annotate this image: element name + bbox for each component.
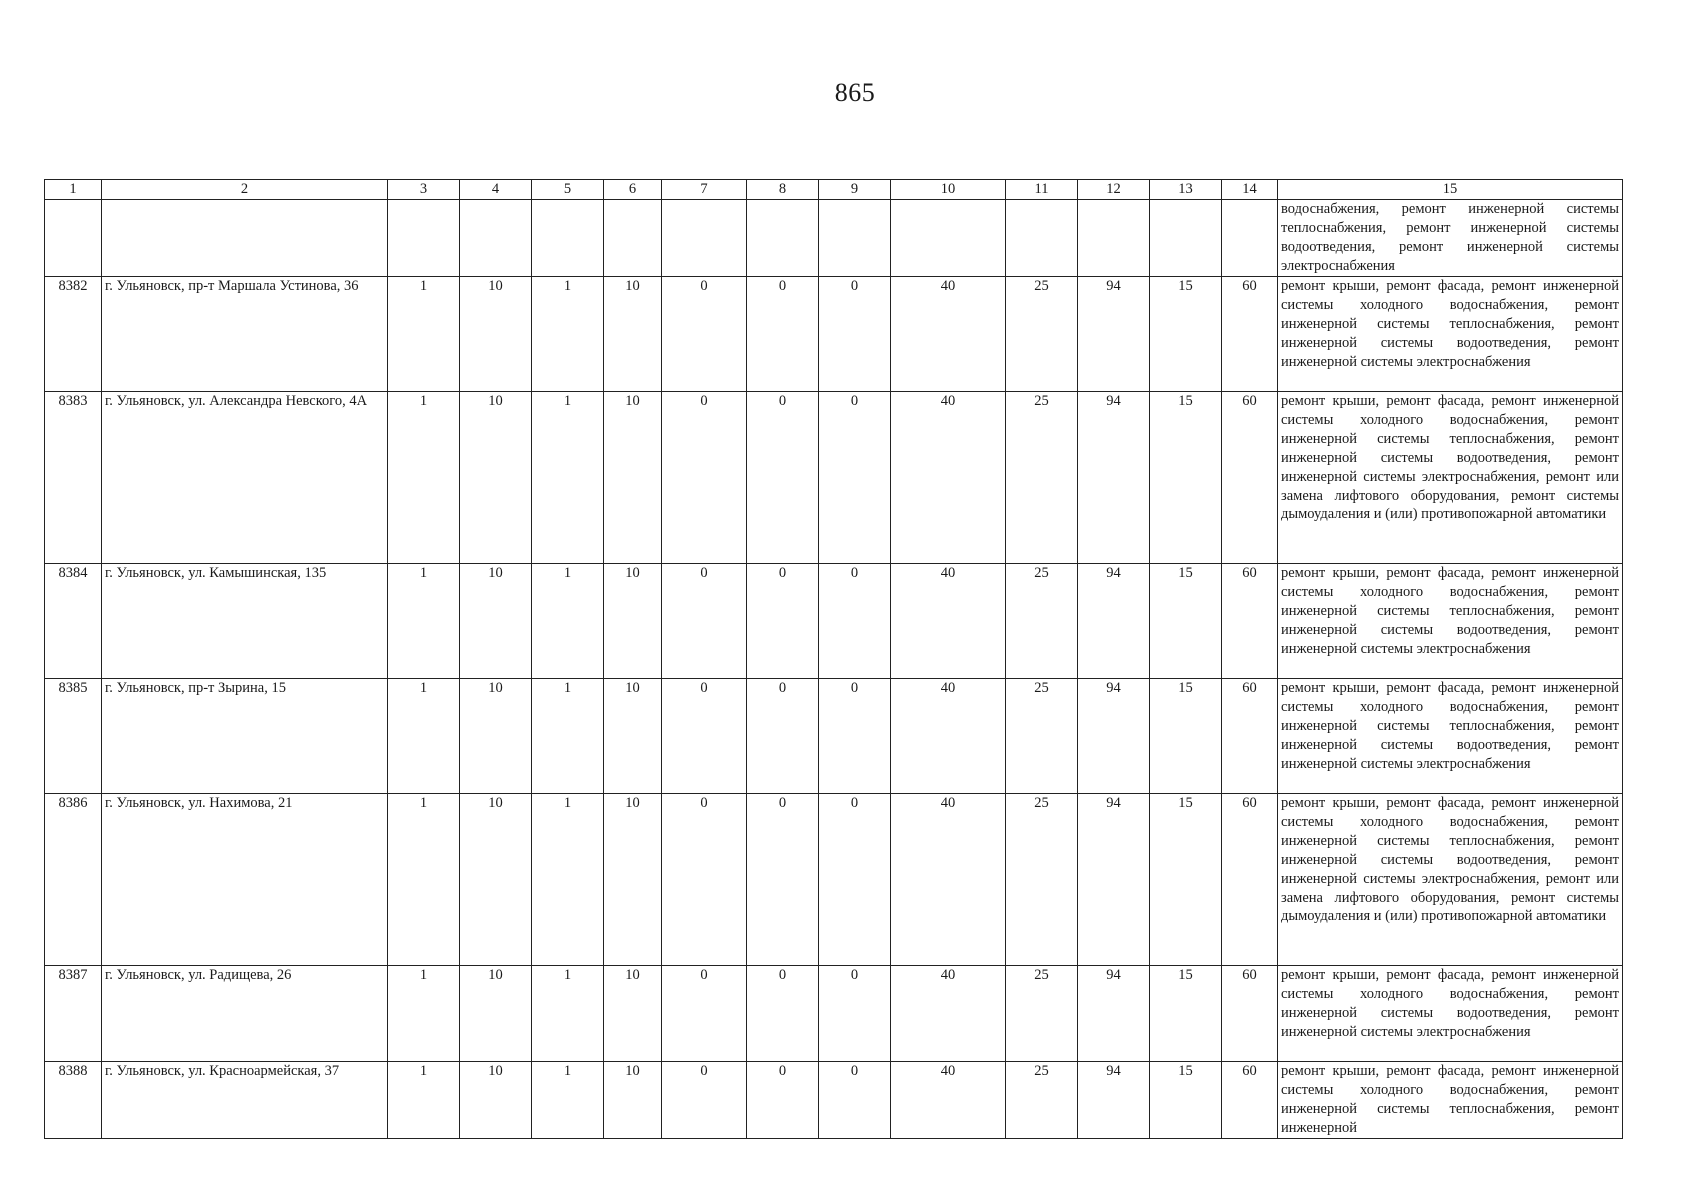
value-cell: 1 [532,679,604,794]
value-cell: 0 [819,564,891,679]
value-cell: 0 [747,277,819,392]
value-cell: 0 [819,277,891,392]
value-cell: 0 [662,277,747,392]
value-cell: 1 [532,392,604,564]
value-cell: 0 [662,1062,747,1139]
row-id: 8386 [45,794,102,966]
row-id: 8388 [45,1062,102,1139]
value-cell: 60 [1222,277,1278,392]
work-description: ремонт крыши, ремонт фасада, ремонт инженерной системы холодного водоснабжения, ремонт инженерной системы теплоснабжения, ремонт инженерной системы водоотведения, ремонт инженерной системы электроснабжения [1278,564,1623,679]
table-row [45,794,1623,966]
value-cell: 0 [662,679,747,794]
work-description: ремонт крыши, ремонт фасада, ремонт инженерной системы холодного водоснабжения, ремонт инженерной системы теплоснабжения, ремонт инженерной системы водоотведения, ремонт инженерной системы электроснабжения, ремонт или замена лифтового оборудования, ремонт системы дымоудаления и (или) противопожарной автоматики [1278,794,1623,966]
value-cell: 10 [604,564,662,679]
value-cell: 1 [388,277,460,392]
row-id: 8382 [45,277,102,392]
value-cell: 25 [1006,392,1078,564]
column-header: 6 [604,180,662,200]
value-cell: 10 [460,392,532,564]
table-row [45,564,1623,679]
value-cell: 60 [1222,1062,1278,1139]
value-cell: 40 [891,679,1006,794]
value-cell: 15 [1150,1062,1222,1139]
address: г. Ульяновск, ул. Радищева, 26 [102,966,388,1062]
address: г. Ульяновск, пр-т Зырина, 15 [102,679,388,794]
value-cell: 10 [460,277,532,392]
column-header: 7 [662,180,747,200]
value-cell: 1 [388,564,460,679]
value-cell: 0 [662,392,747,564]
value-cell: 40 [891,277,1006,392]
value-cell: 1 [532,794,604,966]
header-row [45,180,1623,200]
value-cell: 94 [1078,392,1150,564]
value-cell: 25 [1006,679,1078,794]
value-cell: 25 [1006,1062,1078,1139]
value-cell: 60 [1222,564,1278,679]
value-cell: 40 [891,392,1006,564]
value-cell: 25 [1006,794,1078,966]
value-cell: 0 [747,1062,819,1139]
column-header: 5 [532,180,604,200]
column-header: 4 [460,180,532,200]
value-cell: 1 [388,966,460,1062]
column-header: 8 [747,180,819,200]
value-cell: 0 [819,679,891,794]
value-cell: 15 [1150,966,1222,1062]
value-cell: 15 [1150,679,1222,794]
value-cell: 94 [1078,794,1150,966]
value-cell: 0 [819,1062,891,1139]
table-row [45,277,1623,392]
value-cell: 94 [1078,679,1150,794]
value-cell: 10 [604,794,662,966]
value-cell: 60 [1222,794,1278,966]
address: г. Ульяновск, ул. Александра Невского, 4А [102,392,388,564]
value-cell: 10 [604,1062,662,1139]
value-cell: 1 [532,1062,604,1139]
value-cell: 10 [460,1062,532,1139]
continuation-row [45,200,1623,277]
column-header: 1 [45,180,102,200]
value-cell: 94 [1078,1062,1150,1139]
value-cell: 1 [532,966,604,1062]
value-cell: 25 [1006,564,1078,679]
registry-table [44,179,1623,1139]
row-id: 8384 [45,564,102,679]
column-header: 15 [1278,180,1623,200]
value-cell: 0 [747,794,819,966]
value-cell: 1 [532,277,604,392]
value-cell: 60 [1222,679,1278,794]
address: г. Ульяновск, ул. Красноармейская, 37 [102,1062,388,1139]
value-cell: 94 [1078,277,1150,392]
column-header: 2 [102,180,388,200]
row-id: 8387 [45,966,102,1062]
value-cell: 10 [604,277,662,392]
work-description: водоснабжения, ремонт инженерной системы теплоснабжения, ремонт инженерной системы водоотведения, ремонт инженерной системы электроснабжения [1278,200,1623,277]
value-cell: 1 [388,679,460,794]
value-cell: 25 [1006,966,1078,1062]
value-cell: 10 [460,794,532,966]
column-header: 12 [1078,180,1150,200]
address: г. Ульяновск, ул. Камышинская, 135 [102,564,388,679]
table-row [45,392,1623,564]
value-cell: 40 [891,794,1006,966]
address: г. Ульяновск, пр-т Маршала Устинова, 36 [102,277,388,392]
value-cell: 0 [747,392,819,564]
column-header: 13 [1150,180,1222,200]
table-row [45,679,1623,794]
value-cell: 1 [388,794,460,966]
column-header: 3 [388,180,460,200]
value-cell: 15 [1150,564,1222,679]
table-row [45,1062,1623,1139]
value-cell: 0 [819,794,891,966]
work-description: ремонт крыши, ремонт фасада, ремонт инженерной системы холодного водоснабжения, ремонт инженерной системы теплоснабжения, ремонт инженерной [1278,1062,1623,1139]
value-cell: 10 [460,564,532,679]
work-description: ремонт крыши, ремонт фасада, ремонт инженерной системы холодного водоснабжения, ремонт инженерной системы теплоснабжения, ремонт инженерной системы водоотведения, ремонт инженерной системы электроснабжения [1278,679,1623,794]
address: г. Ульяновск, ул. Нахимова, 21 [102,794,388,966]
work-description: ремонт крыши, ремонт фасада, ремонт инженерной системы холодного водоснабжения, ремонт инженерной системы теплоснабжения, ремонт инженерной системы водоотведения, ремонт инженерной системы электроснабжения [1278,277,1623,392]
value-cell: 60 [1222,392,1278,564]
value-cell: 0 [747,966,819,1062]
value-cell: 0 [747,564,819,679]
value-cell: 1 [388,1062,460,1139]
value-cell: 1 [388,392,460,564]
value-cell: 60 [1222,966,1278,1062]
value-cell: 0 [819,966,891,1062]
value-cell: 0 [747,679,819,794]
value-cell: 10 [604,966,662,1062]
work-description: ремонт крыши, ремонт фасада, ремонт инженерной системы холодного водоснабжения, ремонт инженерной системы теплоснабжения, ремонт инженерной системы водоотведения, ремонт инженерной системы электроснабжения, ремонт или замена лифтового оборудования, ремонт системы дымоудаления и (или) противопожарной автоматики [1278,392,1623,564]
page-number: 865 [834,78,876,107]
value-cell: 0 [662,794,747,966]
column-header: 9 [819,180,891,200]
value-cell: 0 [662,966,747,1062]
value-cell: 94 [1078,564,1150,679]
value-cell: 15 [1150,277,1222,392]
value-cell: 1 [532,564,604,679]
value-cell: 0 [662,564,747,679]
value-cell: 15 [1150,392,1222,564]
value-cell: 94 [1078,966,1150,1062]
value-cell: 10 [604,679,662,794]
value-cell: 0 [819,392,891,564]
row-id: 8383 [45,392,102,564]
value-cell: 10 [460,966,532,1062]
column-header: 11 [1006,180,1078,200]
work-description: ремонт крыши, ремонт фасада, ремонт инженерной системы холодного водоснабжения, ремонт инженерной системы водоотведения, ремонт инженерной системы электроснабжения [1278,966,1623,1062]
value-cell: 15 [1150,794,1222,966]
value-cell: 40 [891,1062,1006,1139]
column-header: 10 [891,180,1006,200]
value-cell: 10 [604,392,662,564]
table-row [45,966,1623,1062]
value-cell: 10 [460,679,532,794]
column-header: 14 [1222,180,1278,200]
row-id: 8385 [45,679,102,794]
value-cell: 40 [891,564,1006,679]
value-cell: 25 [1006,277,1078,392]
value-cell: 40 [891,966,1006,1062]
